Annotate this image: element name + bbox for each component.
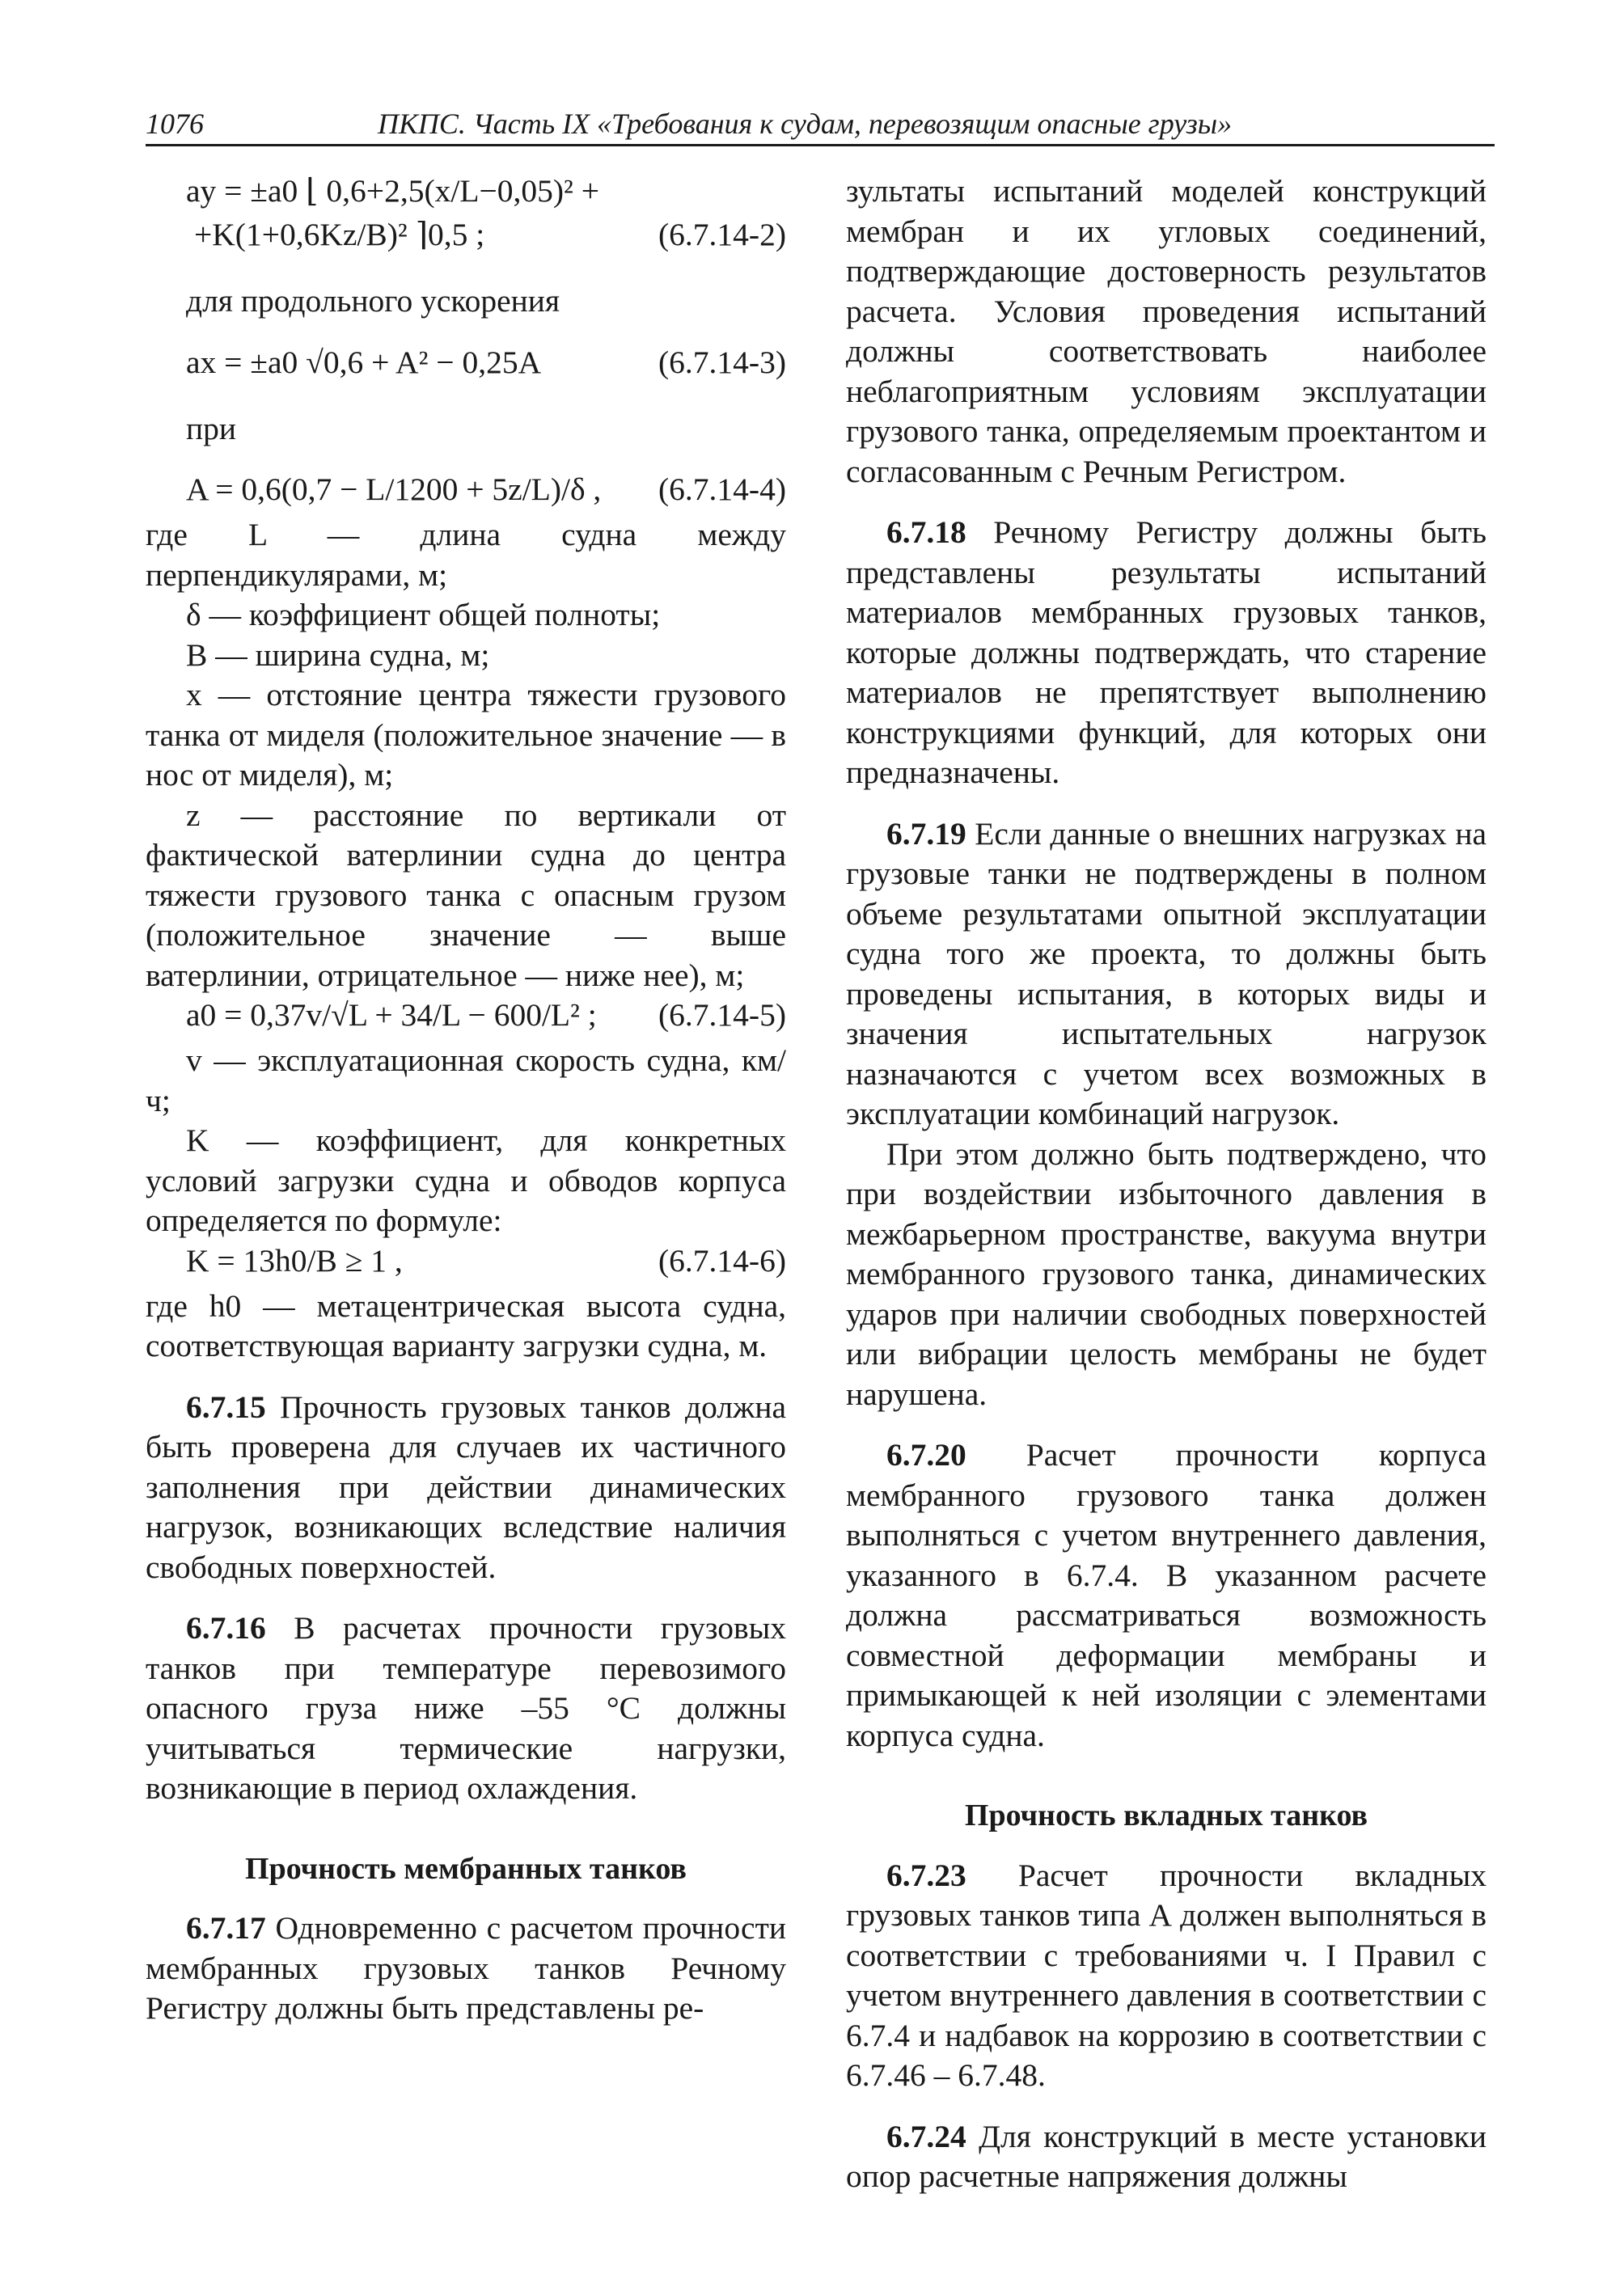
- formula-number: (6.7.14-2): [658, 217, 786, 252]
- definition-B: B — ширина судна, м;: [186, 636, 490, 673]
- formula-6-7-14-5: [146, 995, 786, 1041]
- formula-number: (6.7.14-5): [658, 997, 786, 1033]
- definition-h0: где h0 — метацентрическая высота судна, соответствующая варианту загрузки судна, м.: [146, 1287, 786, 1363]
- formula-6-7-14-3: [146, 343, 786, 388]
- clause-6-7-20: [846, 1435, 1487, 1756]
- paragraph: для продольного ускорения: [186, 283, 560, 319]
- clause-text: Прочность грузовых танков должна быть проверена для случаев их частичного заполнения при действии динамических нагрузок, возникающих вследствие наличия свободных поверхностей.: [146, 1389, 786, 1585]
- formula-expression-line1: ay = ±a0 ⌊ 0,6+2,5(x/L−0,05)² +: [186, 173, 600, 209]
- section-heading-insert-tanks: Прочность вкладных танков: [964, 1799, 1368, 1832]
- clause-text: В расчетах прочности грузовых танков при температуре перевозимого опасного груза ниже –55 °С должны учитываться термические нагрузки, возникающие в период охлаждения.: [146, 1610, 786, 1806]
- page-header: [146, 104, 1495, 146]
- formula-expression: a0 = 0,37v/√L + 34/L − 600/L² ;: [186, 997, 597, 1033]
- clause-number: 6.7.23: [886, 1857, 966, 1893]
- paragraph: При этом должно быть подтверждено, что при воздействии избыточного давления в межбарьерном пространстве, вакуума внутри мембранного грузового танка, динамических ударов при наличии свободных поверхностей или вибрации целость мембраны не будет нарушена.: [846, 1135, 1487, 1412]
- clause-number: 6.7.20: [886, 1437, 966, 1473]
- clause-6-7-23: [846, 1856, 1487, 2096]
- section-heading-membrane: Прочность мембранных танков: [245, 1851, 687, 1886]
- formula-expression: K = 13h0/B ≥ 1 ,: [186, 1242, 403, 1279]
- clause-6-7-16: [146, 1608, 786, 1809]
- formula-number: (6.7.14-4): [658, 471, 786, 507]
- clause-number: 6.7.18: [886, 514, 966, 550]
- clause-text: Расчет прочности вкладных грузовых танков типа А должен выполняться в соответствии с требованиями ч. I Правил с учетом внутреннего давления в соответствии с 6.7.4 и надбавок на коррозию в соответствии с 6.7.46 – 6.7.48.: [846, 1857, 1487, 2093]
- definition-x: x — отстояние центра тяжести грузового танка от миделя (положительное значение — в нос от миделя), м;: [146, 677, 786, 793]
- definition-v: v — эксплуатационная скорость судна, км/ч;: [146, 1042, 786, 1118]
- formula-6-7-14-6: [146, 1241, 786, 1287]
- clause-number: 6.7.19: [886, 815, 966, 852]
- clause-number: 6.7.16: [186, 1610, 266, 1646]
- formula-number: (6.7.14-3): [658, 344, 786, 380]
- definition-K: K — коэффициент, для конкретных условий загрузки судна и обводов корпуса определяется по формуле:: [146, 1122, 786, 1238]
- clause-6-7-18: [846, 513, 1487, 793]
- clause-6-7-24: [846, 2117, 1487, 2197]
- definition-delta: δ — коэффициент общей полноты;: [186, 597, 661, 632]
- formula-expression-line2: +K(1+0,6Kz/B)² ⌉0,5 ;: [194, 217, 485, 252]
- clause-text: Расчет прочности корпуса мембранного грузового танка должен выполняться с учетом внутреннего давления, указанного в 6.7.4. В указанном расчете должна рассматриваться возможность совместной деформации мембраны и примыкающей к ней изоляции с элементами корпуса судна.: [846, 1437, 1487, 1753]
- clause-6-7-19: [846, 814, 1487, 1135]
- clause-text: Одновременно с расчетом прочности мембранных грузовых танков Речному Регистру должны быть представлены ре-: [146, 1910, 786, 2026]
- right-column: [846, 171, 1487, 2197]
- clause-text: Если данные о внешних нагрузках на грузовые танки не подтверждены в полном объеме результатами опытной эксплуатации судна того же проекта, то должны быть проведены испытания, в которых виды и значения испытательных нагрузок назначаются с учетом всех возможных в эксплуатации комбинаций нагрузок.: [846, 815, 1487, 1131]
- clause-6-7-15: [146, 1388, 786, 1588]
- formula-expression: A = 0,6(0,7 − L/1200 + 5z/L)/δ ,: [186, 471, 602, 507]
- clause-text: Речному Регистру должны быть представлены результаты испытаний материалов мембранных грузовых танков, которые должны подтверждать, что старение материалов не препятствует выполнению конструкциями функций, для которых они предназначены.: [846, 514, 1487, 790]
- formula-6-7-14-4: [146, 470, 786, 515]
- clause-number: 6.7.15: [186, 1389, 266, 1425]
- page-number: 1076: [146, 108, 204, 140]
- clause-6-7-17: [146, 1908, 786, 2029]
- left-column: [146, 171, 786, 2029]
- clause-text: Для конструкций в месте установки опор расчетные напряжения должны: [846, 2118, 1487, 2194]
- running-title: ПКПС. Часть IX «Требования к судам, перевозящим опасные грузы»: [378, 108, 1233, 140]
- clause-number: 6.7.17: [186, 1910, 266, 1946]
- paragraph-continued: зультаты испытаний моделей конструкций мембран и их угловых соединений, подтверждающие достоверность результатов расчета. Условия проведения испытаний должны соответствовать наиболее неблагоприятным условиям эксплуатации грузового танка, определяемым проектантом и согласованным с Речным Регистром.: [846, 173, 1487, 489]
- paragraph: при: [186, 410, 237, 446]
- formula-6-7-14-2: [146, 171, 786, 260]
- formula-expression: ax = ±a0 √0,6 + A² − 0,25A: [186, 344, 542, 380]
- clause-number: 6.7.24: [886, 2118, 966, 2154]
- formula-number: (6.7.14-6): [658, 1242, 786, 1279]
- definition-z: z — расстояние по вертикали от фактической ватерлинии судна до центра тяжести грузового танка с опасным грузом (положительное значение — выше ватерлинии, отрицательное — ниже нее), м;: [146, 797, 786, 993]
- definition-L: где L — длина судна между перпендикулярами, м;: [146, 517, 786, 593]
